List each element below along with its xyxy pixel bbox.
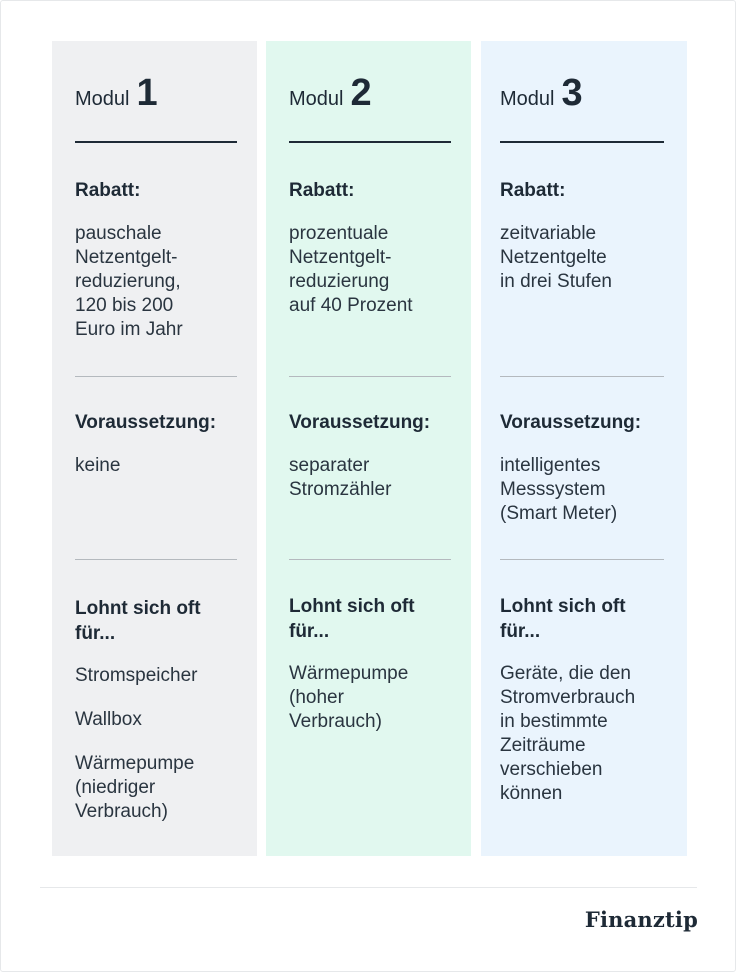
- text-line: separater: [289, 455, 370, 476]
- section-divider: [75, 559, 237, 560]
- text-line: verschieben: [500, 759, 603, 780]
- text-line: Geräte, die den: [500, 663, 631, 684]
- text-line: Verbrauch): [289, 711, 382, 732]
- rabatt-text: [500, 222, 675, 294]
- text-line: (Smart Meter): [500, 503, 618, 524]
- text-line: Netzentgelt-: [75, 247, 178, 268]
- module-3-heading: [500, 74, 583, 112]
- text-line: Lohnt sich oft: [75, 598, 201, 619]
- module-number: 3: [561, 72, 583, 114]
- module-1-heading: [75, 74, 158, 112]
- module-word: Modul: [75, 88, 130, 110]
- voraussetzung-label: Voraussetzung:: [289, 412, 431, 433]
- heading-divider: [289, 141, 451, 143]
- rabatt-text: [289, 222, 459, 318]
- lohnt-list: [500, 662, 675, 806]
- text-line: zeitvariable: [500, 223, 597, 244]
- text-line: Netzentgelt-: [289, 247, 392, 268]
- text-line: Stromzähler: [289, 479, 392, 500]
- module-3-column: [481, 41, 687, 856]
- text-line: Messsystem: [500, 479, 606, 500]
- text-line: (hoher: [289, 687, 344, 708]
- text-line: Wallbox: [75, 709, 142, 730]
- text-line: Stromspeicher: [75, 665, 198, 686]
- text-line: in bestimmte: [500, 711, 608, 732]
- module-word: Modul: [289, 88, 344, 110]
- footer-divider: [40, 887, 697, 888]
- section-divider: [289, 376, 451, 377]
- rabatt-label: Rabatt:: [500, 180, 566, 201]
- finanztip-logo: Finanztip: [584, 907, 698, 932]
- lohnt-list: [75, 664, 245, 824]
- voraussetzung-label: Voraussetzung:: [75, 412, 217, 433]
- section-divider: [500, 559, 664, 560]
- list-item: [289, 662, 459, 734]
- lohnt-label: [289, 594, 456, 644]
- text-line: pauschale: [75, 223, 162, 244]
- text-line: intelligentes: [500, 455, 601, 476]
- module-number: 1: [136, 72, 158, 114]
- heading-divider: [500, 141, 664, 143]
- text-line: Stromverbrauch: [500, 687, 636, 708]
- text-line: auf 40 Prozent: [289, 295, 413, 316]
- lohnt-list: [289, 662, 459, 734]
- module-2-heading: [289, 74, 372, 112]
- module-number: 2: [350, 72, 372, 114]
- text-line: reduzierung,: [75, 271, 181, 292]
- section-divider: [289, 559, 451, 560]
- text-line: Zeiträume: [500, 735, 586, 756]
- text-line: keine: [75, 455, 121, 476]
- text-line: prozentuale: [289, 223, 389, 244]
- lohnt-label: [500, 594, 672, 644]
- text-line: Wärmepumpe: [75, 753, 195, 774]
- voraussetzung-text: [289, 454, 459, 502]
- heading-divider: [75, 141, 237, 143]
- text-line: 120 bis 200: [75, 295, 174, 316]
- list-item: [75, 664, 245, 688]
- voraussetzung-text: [75, 454, 245, 478]
- text-line: Euro im Jahr: [75, 319, 183, 340]
- list-item: [75, 708, 245, 732]
- list-item: [75, 752, 245, 824]
- text-line: für...: [75, 623, 116, 644]
- rabatt-label: Rabatt:: [289, 180, 355, 201]
- module-2-column: [266, 41, 471, 856]
- text-line: Lohnt sich oft: [500, 596, 626, 617]
- text-line: Wärmepumpe: [289, 663, 409, 684]
- rabatt-label: Rabatt:: [75, 180, 141, 201]
- text-line: Verbrauch): [75, 801, 168, 822]
- text-line: reduzierung: [289, 271, 390, 292]
- text-line: in drei Stufen: [500, 271, 612, 292]
- text-line: können: [500, 783, 563, 804]
- rabatt-text: [75, 222, 245, 342]
- lohnt-label: [75, 596, 242, 646]
- text-line: (niedriger: [75, 777, 156, 798]
- module-word: Modul: [500, 88, 555, 110]
- section-divider: [75, 376, 237, 377]
- section-divider: [500, 376, 664, 377]
- text-line: Lohnt sich oft: [289, 596, 415, 617]
- text-line: für...: [289, 621, 330, 642]
- module-1-column: [52, 41, 257, 856]
- list-item: [500, 662, 675, 806]
- voraussetzung-label: Voraussetzung:: [500, 412, 642, 433]
- voraussetzung-text: [500, 454, 675, 526]
- text-line: Netzentgelte: [500, 247, 607, 268]
- text-line: für...: [500, 621, 541, 642]
